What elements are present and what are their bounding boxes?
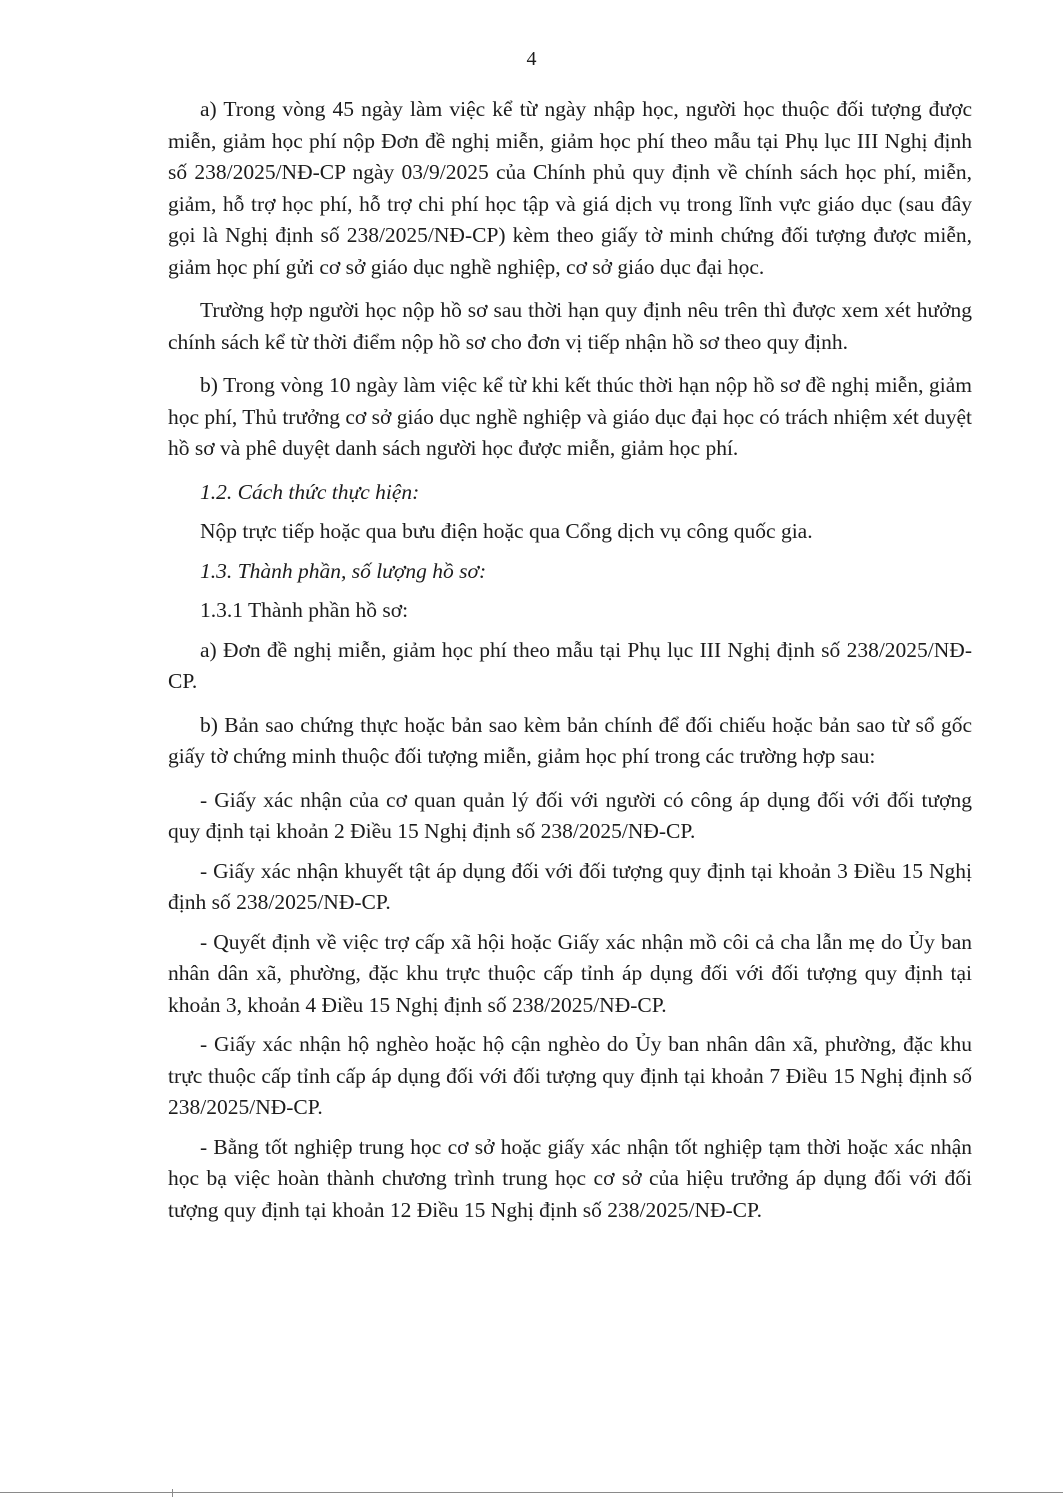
list-item-poor-household: - Giấy xác nhận hộ nghèo hoặc hộ cận nghèo do Ủy ban nhân dân xã, phường, đặc khu trực thuộc cấp tỉnh cấp áp dụng đối với đối tượng quy định tại khoản 7 Điều 15 Nghị định số 238/2025/NĐ-CP.: [168, 1032, 972, 1119]
subsection-heading-1-3-1: 1.3.1 Thành phần hồ sơ:: [200, 598, 409, 622]
paragraph-1b-review: b) Trong vòng 10 ngày làm việc kể từ khi kết thúc thời hạn nộp hồ sơ đề nghị miễn, giảm học phí, Thủ trưởng cơ sở giáo dục nghề nghiệp và giáo dục đại học có trách nhiệm xét duyệt hồ sơ và phê duyệt danh sách người học được miễn, giảm học phí.: [168, 373, 972, 460]
list-item-merit-certificate: - Giấy xác nhận của cơ quan quản lý đối với người có công áp dụng đối với đối tượng quy định tại khoản 2 Điều 15 Nghị định số 238/2025/NĐ-CP.: [168, 787, 972, 843]
document-body: [168, 94, 972, 1234]
paragraph-application-form: a) Đơn đề nghị miễn, giảm học phí theo mẫu tại Phụ lục III Nghị định số 238/2025/NĐ-CP.: [168, 637, 972, 693]
page-number: 4: [526, 48, 537, 70]
list-item-social-allowance: - Quyết định về việc trợ cấp xã hội hoặc Giấy xác nhận mồ côi cả cha lẫn mẹ do Ủy ban nhân dân xã, phường, đặc khu trực thuộc cấp tỉnh áp dụng đối với đối tượng quy định tại khoản 3, khoản 4 Điều 15 Nghị định số 238/2025/NĐ-CP.: [168, 929, 972, 1017]
paragraph-method: Nộp trực tiếp hoặc qua bưu điện hoặc qua Cổng dịch vụ công quốc gia.: [200, 519, 813, 543]
footer-tick-mark: [172, 1489, 173, 1497]
list-item-graduation-certificate: - Bằng tốt nghiệp trung học cơ sở hoặc giấy xác nhận tốt nghiệp tạm thời hoặc xác nhận học bạ việc hoàn thành chương trình trung học cơ sở của hiệu trưởng áp dụng đối với đối tượng quy định tại khoản 12 Điều 15 Nghị định số 238/2025/NĐ-CP.: [168, 1134, 972, 1222]
paragraph-certified-copies: b) Bản sao chứng thực hoặc bản sao kèm bản chính để đối chiếu hoặc bản sao từ sổ gốc giấy tờ chứng minh thuộc đối tượng miễn, giảm học phí trong các trường hợp sau:: [168, 712, 972, 768]
section-heading-1-2: 1.2. Cách thức thực hiện:: [200, 479, 420, 504]
paragraph-late-submission: Trường hợp người học nộp hồ sơ sau thời hạn quy định nêu trên thì được xem xét hưởng chính sách kể từ thời điểm nộp hồ sơ cho đơn vị tiếp nhận hồ sơ theo quy định.: [168, 298, 972, 354]
paragraph-1a-deadline: a) Trong vòng 45 ngày làm việc kể từ ngày nhập học, người học thuộc đối tượng được miễn, giảm học phí nộp Đơn đề nghị miễn, giảm học phí theo mẫu tại Phụ lục III Nghị định số 238/2025/NĐ-CP ngày 03/9/2025 của Chính phủ quy định về chính sách học phí, miễn, giảm, hỗ trợ học phí, hỗ trợ chi phí học tập và giá dịch vụ trong lĩnh vực giáo dục (sau đây gọi là Nghị định số 238/2025/NĐ-CP) kèm theo giấy tờ minh chứng đối tượng được miễn, giảm học phí gửi cơ sở giáo dục nghề nghiệp, cơ sở giáo dục đại học.: [168, 97, 972, 279]
section-heading-1-3: 1.3. Thành phần, số lượng hồ sơ:: [200, 558, 487, 583]
footer-divider: [0, 1492, 1063, 1493]
list-item-disability-certificate: - Giấy xác nhận khuyết tật áp dụng đối với đối tượng quy định tại khoản 3 Điều 15 Nghị định số 238/2025/NĐ-CP.: [168, 858, 972, 914]
